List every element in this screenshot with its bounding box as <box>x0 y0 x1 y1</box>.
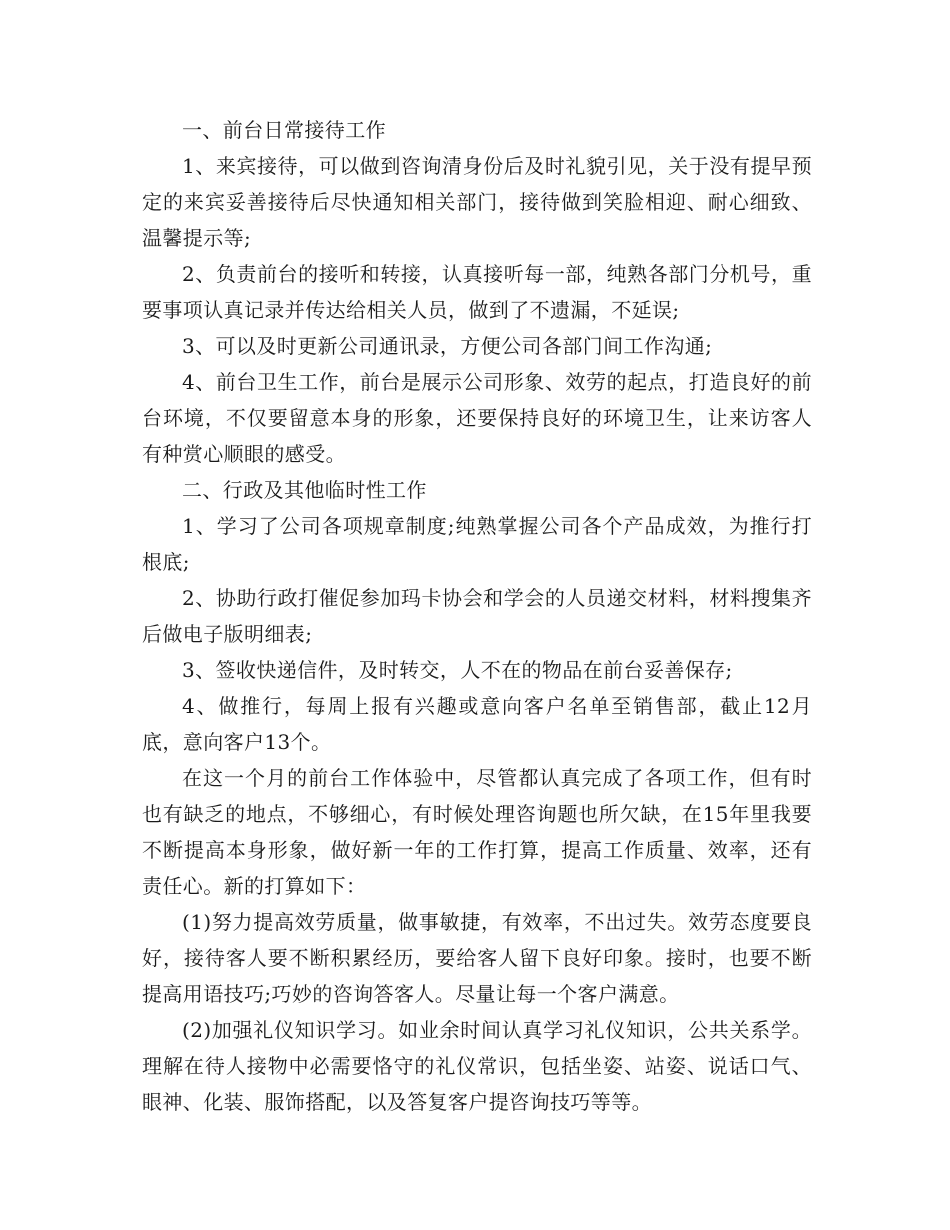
paragraph-plan-etiquette: (2)加强礼仪知识学习。如业余时间认真学习礼仪知识，公共关系学。理解在待人接物中必需要恪守的礼仪常识，包括坐姿、站姿、说话口气、眼神、化装、服饰搭配，以及答复客户提咨询技巧等等。 <box>142 1018 812 1114</box>
section-heading-front-desk: 一、前台日常接待工作 <box>182 118 386 142</box>
section-heading-admin-work: 二、行政及其他临时性工作 <box>182 478 427 502</box>
paragraph-courier-handling: 3、签收快递信件，及时转交，人不在的物品在前台妥善保存; <box>182 658 733 682</box>
paragraph-directory-update: 3、可以及时更新公司通讯录，方便公司各部门间工作沟通; <box>182 334 713 358</box>
paragraph-material-collection: 2、协助行政打催促参加玛卡协会和学会的人员递交材料，材料搜集齐后做电子版明细表; <box>142 586 812 646</box>
paragraph-guest-reception: 1、来宾接待，可以做到咨询清身份后及时礼貌引见，关于没有提早预定的来宾妥善接待后尽快通知相关部门，接待做到笑脸相迎、耐心细致、温馨提示等; <box>142 154 812 250</box>
paragraph-front-desk-hygiene: 4、前台卫生工作，前台是展示公司形象、效劳的起点，打造良好的前台环境，不仅要留意本身的形象，还要保持良好的环境卫生，让来访客人有种赏心顺眼的感受。 <box>142 370 812 466</box>
paragraph-plan-service-quality: (1)努力提高效劳质量，做事敏捷，有效率，不出过失。效劳态度要良好，接待客人要不断积累经历，要给客人留下良好印象。接时，也要不断提高用语技巧;巧妙的咨询答客人。尽量让每一个客户满意。 <box>142 910 812 1006</box>
document-body <box>142 112 812 1120</box>
paragraph-promotion: 4、做推行，每周上报有兴趣或意向客户名单至销售部，截止12月底，意向客户13个。 <box>142 694 812 754</box>
paragraph-phone-handling: 2、负责前台的接听和转接，认真接听每一部，纯熟各部门分机号，重要事项认真记录并传达给相关人员，做到了不遗漏，不延误; <box>142 262 812 322</box>
paragraph-company-rules: 1、学习了公司各项规章制度;纯熟掌握公司各个产品成效，为推行打根底; <box>142 514 812 574</box>
paragraph-summary: 在这一个月的前台工作体验中，尽管都认真完成了各项工作，但有时也有缺乏的地点，不够细心，有时候处理咨询题也所欠缺，在15年里我要不断提高本身形象，做好新一年的工作打算，提高工作质量、效率，还有责任心。新的打算如下： <box>142 766 812 898</box>
